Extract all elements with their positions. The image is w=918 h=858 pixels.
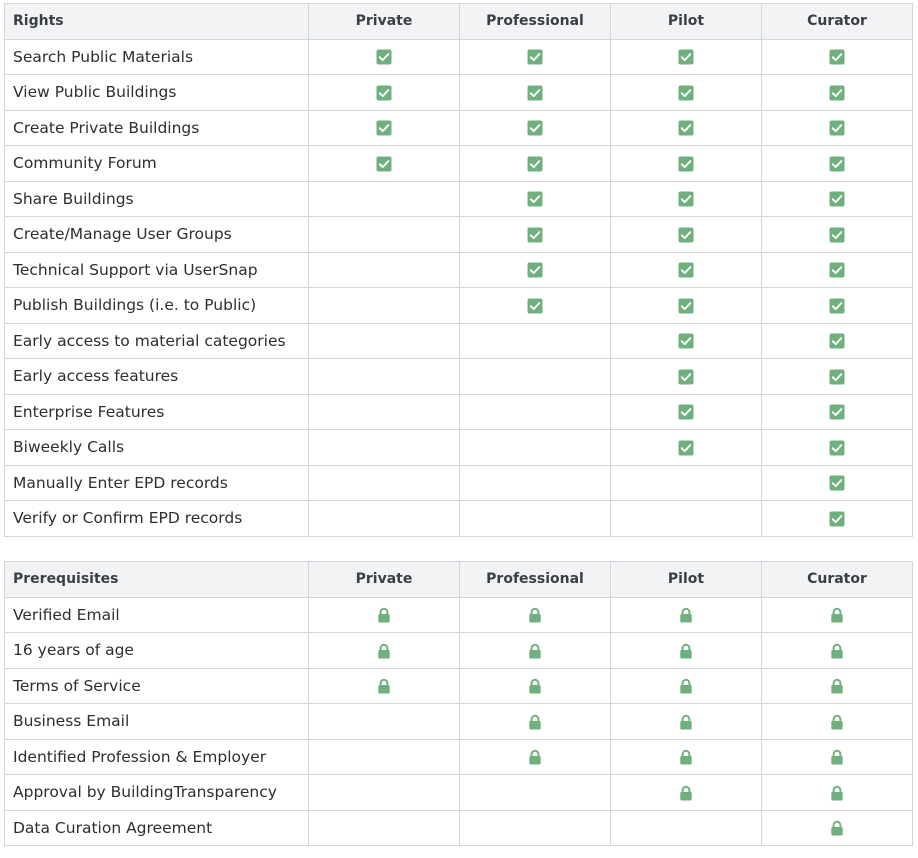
right-label: Early access features	[5, 359, 309, 395]
checkbox-checked-icon	[678, 333, 694, 349]
rights-body	[5, 39, 913, 536]
cell-curator	[762, 430, 913, 466]
cell-professional	[460, 633, 611, 669]
cell-curator	[762, 739, 913, 775]
cell-curator	[762, 465, 913, 501]
checkbox-checked-icon	[376, 85, 392, 101]
right-label: Biweekly Calls	[5, 430, 309, 466]
rights-row	[5, 359, 913, 395]
cell-curator	[762, 288, 913, 324]
cell-pilot	[611, 110, 762, 146]
rights-row	[5, 39, 913, 75]
checkbox-checked-icon	[829, 298, 845, 314]
cell-private	[309, 359, 460, 395]
cell-private	[309, 110, 460, 146]
cell-private	[309, 323, 460, 359]
prerequisite-label: Business Email	[5, 704, 309, 740]
cell-curator	[762, 633, 913, 669]
cell-private	[309, 465, 460, 501]
cell-pilot	[611, 775, 762, 811]
lock-icon	[678, 607, 694, 623]
lock-icon	[829, 749, 845, 765]
lock-icon	[829, 607, 845, 623]
rights-row	[5, 394, 913, 430]
cell-private	[309, 775, 460, 811]
cell-private	[309, 668, 460, 704]
lock-icon	[678, 749, 694, 765]
right-label: Verify or Confirm EPD records	[5, 501, 309, 537]
cell-pilot	[611, 501, 762, 537]
checkbox-checked-icon	[829, 440, 845, 456]
cell-curator	[762, 775, 913, 811]
cell-professional	[460, 110, 611, 146]
cell-professional	[460, 359, 611, 395]
checkbox-checked-icon	[376, 120, 392, 136]
checkbox-checked-icon	[678, 440, 694, 456]
cell-private	[309, 75, 460, 111]
prerequisite-label: Data Curation Agreement	[5, 810, 309, 846]
cell-professional	[460, 775, 611, 811]
cell-pilot	[611, 39, 762, 75]
checkbox-checked-icon	[829, 333, 845, 349]
rights-row	[5, 501, 913, 537]
prerequisites-header: Prerequisites	[5, 562, 309, 598]
checkbox-checked-icon	[376, 49, 392, 65]
prerequisite-row	[5, 810, 913, 846]
right-label: View Public Buildings	[5, 75, 309, 111]
tier-header-curator: Curator	[762, 4, 913, 40]
rights-row	[5, 75, 913, 111]
checkbox-checked-icon	[678, 191, 694, 207]
checkbox-checked-icon	[829, 49, 845, 65]
lock-icon	[678, 643, 694, 659]
cell-pilot	[611, 252, 762, 288]
cell-pilot	[611, 704, 762, 740]
lock-icon	[376, 607, 392, 623]
rights-row	[5, 181, 913, 217]
checkbox-checked-icon	[829, 262, 845, 278]
checkbox-checked-icon	[527, 85, 543, 101]
cell-professional	[460, 430, 611, 466]
cell-curator	[762, 146, 913, 182]
cell-professional	[460, 75, 611, 111]
cell-curator	[762, 252, 913, 288]
cell-pilot	[611, 465, 762, 501]
rights-row	[5, 465, 913, 501]
checkbox-checked-icon	[678, 369, 694, 385]
lock-icon	[376, 678, 392, 694]
cell-curator	[762, 75, 913, 111]
rights-row	[5, 146, 913, 182]
prerequisite-row	[5, 633, 913, 669]
lock-icon	[829, 820, 845, 836]
prerequisite-label: Verified Email	[5, 597, 309, 633]
right-label: Publish Buildings (i.e. to Public)	[5, 288, 309, 324]
cell-pilot	[611, 597, 762, 633]
lock-icon	[678, 785, 694, 801]
cell-professional	[460, 668, 611, 704]
tier-header-private: Private	[309, 4, 460, 40]
cell-professional	[460, 288, 611, 324]
checkbox-checked-icon	[829, 191, 845, 207]
prerequisite-label: Terms of Service	[5, 668, 309, 704]
checkbox-checked-icon	[678, 298, 694, 314]
lock-icon	[527, 714, 543, 730]
cell-private	[309, 217, 460, 253]
prerequisite-row	[5, 704, 913, 740]
cell-pilot	[611, 668, 762, 704]
rights-row	[5, 288, 913, 324]
lock-icon	[829, 714, 845, 730]
rights-row	[5, 430, 913, 466]
cell-private	[309, 39, 460, 75]
checkbox-checked-icon	[829, 85, 845, 101]
cell-professional	[460, 465, 611, 501]
checkbox-checked-icon	[527, 120, 543, 136]
prerequisite-label: Approval by BuildingTransparency	[5, 775, 309, 811]
cell-professional	[460, 501, 611, 537]
cell-professional	[460, 217, 611, 253]
tier-header-pilot: Pilot	[611, 4, 762, 40]
cell-curator	[762, 597, 913, 633]
cell-private	[309, 252, 460, 288]
checkbox-checked-icon	[829, 227, 845, 243]
checkbox-checked-icon	[527, 191, 543, 207]
rights-table	[4, 3, 913, 537]
cell-professional	[460, 323, 611, 359]
prerequisite-label: Identified Profession & Employer	[5, 739, 309, 775]
cell-professional	[460, 597, 611, 633]
prerequisite-row	[5, 668, 913, 704]
tier-header-curator: Curator	[762, 562, 913, 598]
checkbox-checked-icon	[678, 156, 694, 172]
cell-professional	[460, 704, 611, 740]
right-label: Create/Manage User Groups	[5, 217, 309, 253]
prerequisite-row	[5, 775, 913, 811]
lock-icon	[527, 607, 543, 623]
checkbox-checked-icon	[376, 156, 392, 172]
lock-icon	[829, 678, 845, 694]
cell-pilot	[611, 739, 762, 775]
cell-private	[309, 430, 460, 466]
lock-icon	[829, 643, 845, 659]
right-label: Technical Support via UserSnap	[5, 252, 309, 288]
checkbox-checked-icon	[678, 120, 694, 136]
checkbox-checked-icon	[829, 369, 845, 385]
checkbox-checked-icon	[678, 262, 694, 278]
cell-professional	[460, 394, 611, 430]
right-label: Share Buildings	[5, 181, 309, 217]
checkbox-checked-icon	[527, 227, 543, 243]
cell-pilot	[611, 146, 762, 182]
checkbox-checked-icon	[527, 298, 543, 314]
right-label: Search Public Materials	[5, 39, 309, 75]
checkbox-checked-icon	[678, 227, 694, 243]
lock-icon	[527, 678, 543, 694]
rights-row	[5, 252, 913, 288]
cell-pilot	[611, 394, 762, 430]
cell-private	[309, 181, 460, 217]
checkbox-checked-icon	[527, 262, 543, 278]
cell-curator	[762, 501, 913, 537]
cell-professional	[460, 810, 611, 846]
lock-icon	[527, 643, 543, 659]
lock-icon	[376, 643, 392, 659]
lock-icon	[829, 785, 845, 801]
cell-pilot	[611, 430, 762, 466]
prerequisite-row	[5, 739, 913, 775]
cell-private	[309, 597, 460, 633]
cell-pilot	[611, 633, 762, 669]
prerequisites-table	[4, 561, 913, 846]
rights-row	[5, 110, 913, 146]
prerequisite-row	[5, 597, 913, 633]
right-label: Create Private Buildings	[5, 110, 309, 146]
checkbox-checked-icon	[678, 404, 694, 420]
cell-professional	[460, 39, 611, 75]
checkbox-checked-icon	[527, 49, 543, 65]
cell-curator	[762, 359, 913, 395]
rights-row	[5, 323, 913, 359]
checkbox-checked-icon	[829, 511, 845, 527]
right-label: Manually Enter EPD records	[5, 465, 309, 501]
rights-header-row	[5, 4, 913, 40]
cell-curator	[762, 181, 913, 217]
checkbox-checked-icon	[829, 475, 845, 491]
prerequisites-body	[5, 597, 913, 846]
right-label: Community Forum	[5, 146, 309, 182]
checkbox-checked-icon	[678, 49, 694, 65]
rights-row	[5, 217, 913, 253]
cell-curator	[762, 668, 913, 704]
cell-curator	[762, 810, 913, 846]
lock-icon	[678, 678, 694, 694]
cell-professional	[460, 739, 611, 775]
cell-pilot	[611, 75, 762, 111]
checkbox-checked-icon	[829, 156, 845, 172]
right-label: Early access to material categories	[5, 323, 309, 359]
prerequisites-header-row	[5, 562, 913, 598]
cell-private	[309, 394, 460, 430]
checkbox-checked-icon	[829, 120, 845, 136]
checkbox-checked-icon	[829, 404, 845, 420]
cell-pilot	[611, 359, 762, 395]
tier-header-pilot: Pilot	[611, 562, 762, 598]
cell-private	[309, 810, 460, 846]
lock-icon	[527, 749, 543, 765]
cell-curator	[762, 217, 913, 253]
cell-pilot	[611, 323, 762, 359]
cell-professional	[460, 181, 611, 217]
prerequisite-label: 16 years of age	[5, 633, 309, 669]
checkbox-checked-icon	[678, 85, 694, 101]
cell-curator	[762, 704, 913, 740]
cell-private	[309, 146, 460, 182]
cell-curator	[762, 110, 913, 146]
tier-header-private: Private	[309, 562, 460, 598]
cell-private	[309, 501, 460, 537]
tier-header-professional: Professional	[460, 4, 611, 40]
cell-private	[309, 704, 460, 740]
cell-curator	[762, 39, 913, 75]
cell-pilot	[611, 217, 762, 253]
cell-professional	[460, 252, 611, 288]
cell-private	[309, 633, 460, 669]
right-label: Enterprise Features	[5, 394, 309, 430]
cell-private	[309, 288, 460, 324]
checkbox-checked-icon	[527, 156, 543, 172]
tier-header-professional: Professional	[460, 562, 611, 598]
lock-icon	[678, 714, 694, 730]
rights-header: Rights	[5, 4, 309, 40]
cell-curator	[762, 394, 913, 430]
cell-curator	[762, 323, 913, 359]
cell-pilot	[611, 810, 762, 846]
cell-professional	[460, 146, 611, 182]
cell-private	[309, 739, 460, 775]
cell-pilot	[611, 181, 762, 217]
cell-pilot	[611, 288, 762, 324]
